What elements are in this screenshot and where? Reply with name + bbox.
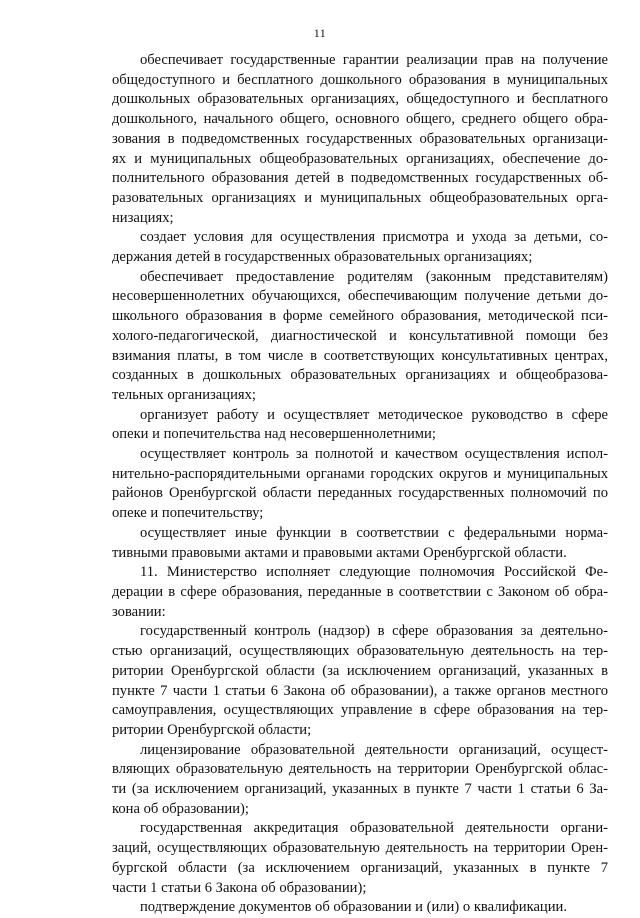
text-line: ритории Оренбургской области (за исключением организаций, указанных в [112, 662, 608, 679]
text-line: осуществляет иные функции в соответствии с федеральными норма- [140, 524, 608, 541]
text-line: заций, осуществляющих образовательную деятельность на территории Орен- [112, 840, 608, 857]
text-line: холого-педагогической, диагностической и консультативной помощи без [112, 327, 608, 344]
text-line: стью организаций, осуществляющих образовательную деятельность на тер- [112, 643, 608, 660]
text-line: зования в подведомственных государственных образовательных организаци- [112, 130, 608, 147]
text-line: организует работу и осуществляет методическое руководство в сфере [140, 406, 608, 423]
text-line: государственный контроль (надзор) в сфере образования за деятельно- [140, 623, 608, 640]
text-line: школьного образования в форме семейного образования, методической пси- [112, 308, 608, 325]
text-line: взимания платы, в том числе в соответствующих консультативных центрах, [112, 347, 608, 364]
text-line: вляющих образовательную деятельность на территории Оренбургской облас- [112, 761, 608, 778]
text-line: лицензирование образовательной деятельности организаций, осущест- [140, 741, 608, 758]
text-line: обеспечивает предоставление родителям (законным представителям) [140, 268, 608, 285]
text-line: общедоступного и бесплатного дошкольного образования в муниципальных [112, 71, 608, 88]
text-line: несовершеннолетних обучающихся, обеспечивающим получение детьми до- [112, 288, 608, 305]
text-line: держания детей в государственных образовательных организациях; [112, 249, 533, 266]
text-line: создает условия для осуществления присмотра и ухода за детьми, со- [140, 229, 608, 246]
text-line: опеки и попечительства над несовершеннолетними; [112, 426, 436, 443]
text-line: тивными правовыми актами и правовыми актами Оренбургской области. [112, 544, 567, 561]
text-line: осуществляет контроль за полнотой и качеством осуществления испол- [140, 446, 608, 463]
document-body [112, 51, 608, 918]
text-line: тельных организациях; [112, 386, 256, 403]
text-line: ти (за исключением организаций, указанных в пункте 7 части 1 статьи 6 За- [112, 781, 608, 798]
text-line: низациях; [112, 209, 174, 226]
text-line: полнительного образования детей в подведомственных государственных об- [112, 170, 608, 187]
text-line: 11. Министерство исполняет следующие полномочия Российской Фе- [140, 564, 608, 581]
text-line: подтверждение документов об образовании и (или) о квалификации. [140, 899, 568, 916]
text-line: районов Оренбургской области переданных государственных полномочий по [112, 485, 608, 502]
text-line: разовательных организациях и муниципальных общеобразовательных орга- [112, 189, 608, 206]
text-line: государственная аккредитация образовательной деятельности органи- [140, 820, 608, 837]
text-line: дошкольных образовательных организациях, общедоступного и бесплатного [112, 91, 608, 108]
text-line: ях и муниципальных общеобразовательных организациях, обеспечение до- [112, 150, 608, 167]
text-line: нительно-распорядительными органами городских округов и муниципальных [112, 465, 608, 482]
text-line: пункте 7 части 1 статьи 6 Закона об образовании), а также органов местного [112, 682, 608, 699]
text-line: самоуправления, осуществляющих управление в сфере образования на тер- [112, 702, 608, 719]
text-line: ритории Оренбургской области; [112, 721, 312, 738]
page-number: 11 [313, 26, 327, 40]
text-line: части 1 статьи 6 Закона об образовании); [112, 879, 367, 896]
text-line: бургской области (за исключением организаций, указанных в пункте 7 [112, 859, 608, 876]
text-line: опеке и попечительству; [112, 505, 264, 522]
text-line: обеспечивает государственные гарантии реализации прав на получение [140, 52, 608, 68]
text-line: дошкольного, начального общего, основного общего, среднего общего обра- [112, 111, 608, 128]
text-line: зовании: [112, 603, 166, 620]
text-line: дерации в сфере образования, переданные в соответствии с Законом об обра- [112, 583, 608, 600]
text-line: кона об образовании); [112, 800, 249, 817]
text-line: созданных в дошкольных образовательных организациях и общеобразова- [112, 367, 608, 384]
